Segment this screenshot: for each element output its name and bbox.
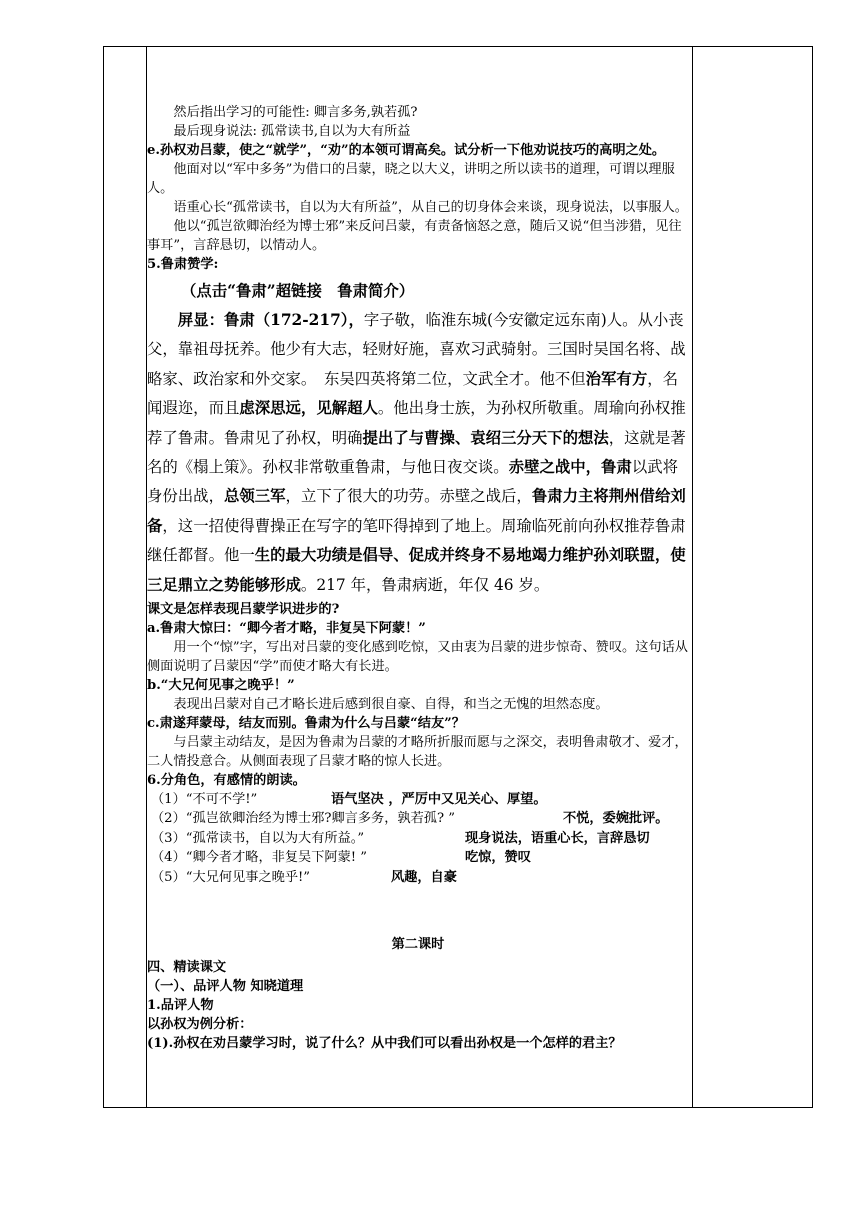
section-heading: 6.分角色，有感情的朗读。 bbox=[147, 773, 306, 789]
reading-comment: 不悦，委婉批评。 bbox=[563, 811, 669, 827]
lusu-text: ，这就是著名的《榻上策》。孙权非常敬重鲁肃，与他日夜交谈。 bbox=[147, 428, 686, 477]
question-heading: (1).孙权在劝吕蒙学习时，说了什么？从中我们可以看出孙权是一个怎样的君主？ bbox=[147, 1036, 622, 1052]
reading-row bbox=[147, 829, 689, 848]
lusu-bold: 治军有方 bbox=[585, 369, 648, 388]
reading-comment: 风趣，自豪 bbox=[391, 869, 457, 885]
table-column-divider-right bbox=[692, 46, 693, 1108]
lusu-text: ，这一招使得曹操正在写字的笔吓得掉到了地上。周瑜临死前向孙权推荐鲁肃继任都督。他一 bbox=[147, 516, 686, 565]
lusu-text: 。217 年，鲁肃病逝，年仅 46 岁。 bbox=[300, 575, 550, 594]
lusu-text: ，立下了很大的功劳。赤壁之战后， bbox=[285, 487, 532, 506]
reading-quote: （2）“孤岂欲卿治经为博士邪?卿言多务，孰若孤? ” bbox=[151, 811, 455, 827]
paragraph: 他面对以“军中多务”为借口的吕蒙，晓之以大义，讲明之所以读书的道理，可谓以理服人。 bbox=[147, 162, 675, 196]
question-heading: 课文是怎样表现吕蒙学识进步的? bbox=[147, 602, 340, 618]
lusu-text: 字子敬，临淮东城(今安徽定远东南)人。从小丧父，靠祖母抚养。他少有大志，轻财好施，喜欢习武骑射。三国时吴国名将、战略家、政治家和外交家。 东吴四英将第二位，文武全才。他不但 bbox=[147, 311, 686, 388]
sub-heading: a.鲁肃大惊曰：“卿今者才略，非复吴下阿蒙！” bbox=[147, 621, 426, 637]
lesson-title: 第二课时 bbox=[391, 937, 445, 953]
lusu-text: 以武将身份出战， bbox=[147, 458, 679, 506]
paragraph: 他以“孤岂欲卿治经为博士邪”来反问吕蒙，有责备恼怒之意，随后又说“但当涉猎，见往事耳”，言辞恳切，以情动人。 bbox=[147, 219, 682, 253]
lusu-bold: 鲁肃力主将荆州借给刘备 bbox=[147, 487, 686, 535]
reading-row bbox=[147, 809, 689, 828]
lesson-content bbox=[147, 103, 689, 1053]
lusu-bold: 生的最大功绩是倡导、促成并终身不易地竭力维护孙刘联盟，使三足鼎立之势能够形成 bbox=[147, 546, 686, 594]
text-line: 最后现身说法: 孤常读书,自以为大有所益 bbox=[173, 124, 411, 139]
lusu-bold: 总领三军 bbox=[223, 487, 286, 506]
sub-heading: b.“大兄何见事之晚乎！” bbox=[147, 678, 295, 694]
reading-comment: 语气坚决 ，严厉中又见关心、厚望。 bbox=[331, 792, 547, 808]
hyperlink-note: （点击“鲁肃”超链接 鲁肃简介） bbox=[181, 282, 415, 300]
reading-quote: （3）“孤常读书，自以为大有所益。” bbox=[151, 830, 365, 846]
lusu-lead: 屏显：鲁肃（172-217）， bbox=[177, 311, 364, 329]
section-heading: 四、精读课文 bbox=[147, 960, 227, 976]
lusu-bold: 虑深思远，见解超人 bbox=[239, 399, 378, 418]
section-heading: （一）、品评人物 知晓道理 bbox=[147, 979, 304, 995]
paragraph: 用一个“惊”字，写出对吕蒙的变化感到吃惊，又由衷为吕蒙的进步惊奇、赞叹。这句话从侧面说明了吕蒙因“学”而使才略大有长进。 bbox=[147, 640, 688, 675]
paragraph: 表现出吕蒙对自己才略长进后感到很自豪、自得，和当之无愧的坦然态度。 bbox=[173, 697, 609, 713]
lusu-intro bbox=[147, 306, 689, 600]
lusu-text: 。他出身士族，为孙权所敬重。周瑜向孙权推荐了鲁肃。鲁肃见了孙权，明确 bbox=[147, 399, 686, 447]
spacer bbox=[147, 887, 689, 935]
lusu-bold: 提出了与曹操、袁绍三分天下的想法 bbox=[362, 428, 609, 447]
section-heading: 1.品评人物 bbox=[147, 998, 214, 1014]
paragraph: 语重心长“孤常读书，自以为大有所益”，从自己的切身体会来谈，现身说法，以事服人。 bbox=[173, 200, 688, 215]
paragraph: 与吕蒙主动结友，是因为鲁肃为吕蒙的才略所折服而愿与之深交，表明鲁肃敬才、爱才，二人情投意合。从侧面表现了吕蒙才略的惊人长进。 bbox=[147, 735, 688, 770]
sub-heading: c.肃遂拜蒙母，结友而别。鲁肃为什么与吕蒙“结友”？ bbox=[147, 716, 465, 732]
section-heading: 5.鲁肃赞学: bbox=[147, 257, 219, 272]
reading-quote: （1）“不可不学!” bbox=[151, 792, 258, 808]
section-heading: 以孙权为例分析： bbox=[147, 1017, 253, 1033]
text-line: 然后指出学习的可能性: 卿言多务,孰若孤? bbox=[173, 105, 418, 120]
question-heading: e.孙权劝吕蒙，使之“就学”，“劝”的本领可谓高矣。试分析一下他劝说技巧的高明之处。 bbox=[147, 143, 666, 158]
reading-row bbox=[147, 868, 689, 887]
reading-comment: 现身说法，语重心长，言辞恳切 bbox=[465, 830, 650, 846]
lusu-bold: 赤壁之战中，鲁肃 bbox=[508, 458, 632, 477]
reading-row bbox=[147, 790, 689, 809]
reading-row bbox=[147, 848, 689, 867]
lusu-text: ，名闻遐迩，而且 bbox=[147, 369, 679, 418]
reading-comment: 吃惊，赞叹 bbox=[465, 850, 531, 866]
reading-quote: （5）“大兄何见事之晚乎!” bbox=[151, 869, 311, 885]
reading-quote: （4）“卿今者才略，非复吴下阿蒙! ” bbox=[151, 850, 367, 866]
